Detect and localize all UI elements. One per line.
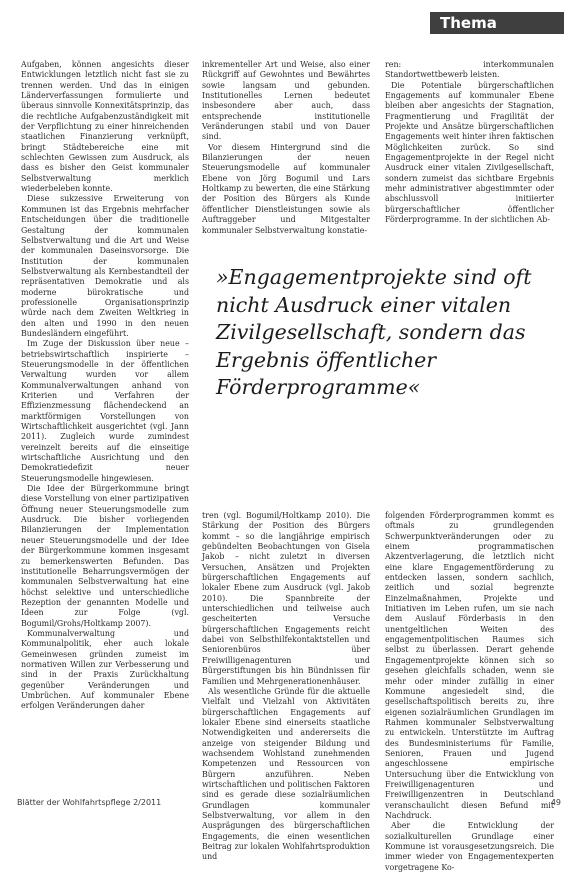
- paragraph: Als wesentliche Gründe für die aktuelle Vielfalt und Vielzahl von Aktivitäten bürgerschaftlichen Engagements auf lokaler Ebene sind einerseits staatliche Notwendigkeiten und andererseits die anzeige von steigender Bildung und wachsendem Wohlstand zunehmenden Kompetenzen und Ressourcen von Bürgern anzuführen. Neben wirtschaftlichen und politischen Faktoren sind es gerade diese sozialräumlichen Grundlagen kommunaler Selbstverwaltung, vor allem in den Ausprägungen des bürgerschaftlichen Engagements, die einen wesentlichen Beitrag zur lokalen Wohlfahrtsproduktion und: [202, 686, 370, 862]
- text-column-2-top: [202, 60, 370, 250]
- paragraph: Im Zuge der Diskussion über neue – betriebswirtschaftlich inspirierte – Steuerungsmodelle in der öffentlichen Verwaltung wurden vor allem Kommunalverwaltungen anhand von Kriterien und Verfahren der Effizienzmessung flächendeckend an marktförmigen Vorstellungen von Wirtschaftlichkeit ausgerichtet (vgl. Jann 2011). Zugleich wurde zumindest vereinzelt bereits auf die einseitige wirtschaftliche Ausrichtung und den Demokratiedefizit neuer Steuerungsmodelle hingewiesen.: [21, 339, 189, 483]
- journal-citation: Blätter der Wohlfahrtspflege 2/2011: [17, 798, 162, 807]
- paragraph: tren (vgl. Bogumil/Holtkamp 2010). Die Stärkung der Position des Bürgers kommt – so die langjährige empirisch gebündelten Beobachtungen von Gisela Jakob – nicht zuletzt in diversen Versuchen, Ansätzen und Projekten bürgerschaftlichen Engagements auf lokaler Ebene zum Ausdruck (vgl. Jakob 2010). Die Spannbreite der unterschiedlichen und teilweise auch gescheiterten Versuche bürgerschaftlichen Engagements reicht dabei von Selbsthilfekontaktstellen und Seniorenbüros über Freiwilligenagenturen und Bürgerstiftungen bis hin Bündnissen für Familien und Mehrgenerationenhäuser.: [202, 511, 370, 686]
- paragraph: Aber die Entwicklung der sozialkulturellen Grundlage einer Kommune ist vorausgesetzungsreich. Die immer wieder von Engagementexperten vorgetragene Ko-: [385, 821, 554, 872]
- paragraph: Diese sukzessive Erweiterung von Kommunen ist das Ergebnis mehrfacher Entscheidungen über die traditionelle Gestaltung der kommunalen Selbstverwaltung und die Art und Weise der kommunalen Daseinsvorsorge. Die Institution der kommunalen Selbstverwaltung als Kernbestandteil der repräsentativen Demokratie und als moderne bürokratische und professionelle Organisationsprinzip würde nach dem Zweiten Weltkrieg in den alten und 1990 in den neuen Bundesländern eingeführt.: [21, 194, 189, 338]
- text-column-3-bottom: [385, 511, 554, 872]
- paragraph: ren: interkommunalen Standortwettbewerb leisten.: [385, 60, 554, 80]
- paragraph: Kommunalverwaltung und Kommunalpolitik, eher auch lokale Gemeinwesen gründen zumeist im normativen Willen zur Verbesserung und sind in der Praxis Zurückhaltung gegenüber Veränderungen und Umbrüchen. Auf kommunaler Ebene erfolgen Veränderungen daher: [21, 628, 189, 711]
- paragraph: folgenden Förderprogrammen kommt es oftmals zu grundlegenden Schwerpunktveränderungen oder zu einem programmatischen Akzentverlagerung, die letztlich nicht eine klare Engagementförderung zu entdecken lassen, sondern sachlich, zeitlich und sozial begrenzte Einzelmaßnahmen, Projekte und Initiativen im Leben rufen, um sie nach dem Auslauf Förderbasis in den unentgeltlichen Weiten des engagementpolitischen Raumes sich selbst zu überlassen. Derart gehende Engagementprojekte können sich so gesehen gleichfalls schaden, wenn sie mehr oder minder zufällig in einer Kommune angesiedelt sind, die gesellschaftspolitisch bereits zu, ihre eigenen sozialräumlichen Grundlagen im Rahmen kommunaler Selbstverwaltung zu entwickeln. Unterstützte im Auftrag des Bundesministeriums für Familie, Senioren, Frauen und Jugend angeschlossene empirische Untersuchung über die Entwicklung von Freiwilligenagenturen und Freiwilligenzentren in Deutschland veranschaulicht diesen Befund mit Nachdruck.: [385, 511, 554, 820]
- text-column-3-top: [385, 60, 554, 250]
- section-tab: Thema: [430, 12, 564, 34]
- text-column-2-bottom: [202, 511, 370, 862]
- paragraph: Vor diesem Hintergrund sind die Bilanzierungen der neuen Steuerungsmodelle auf kommunaler Ebene von Jörg Bogumil und Lars Holtkamp zu bewerten, die eine Stärkung der Position des Bürgers als Kunde öffentlicher Dienstleistungen sowie als Auftraggeber und Mitgestalter kommunaler Selbstverwaltung konstatie-: [202, 142, 370, 235]
- paragraph: inkrementeller Art und Weise, also einer Rückgriff auf Gewohntes und Bewährtes sowie langsam und gebunden. Institutionelles Lernen bedeutet insbesondere aber auch, dass entsprechende institutionelle Veränderungen stabil und von Dauer sind.: [202, 60, 370, 142]
- paragraph: Aufgaben, können angesichts dieser Entwicklungen letztlich nicht fast sie zu trennen werden. Und das in einigen Länderverfassungen formulierte und überaus sinnvolle Konnexitätsprinzip, das die rechtliche Aufgabenzuständigkeit mit der Verpflichtung zu einer hinreichenden staatlichen Finanzierung verknüpft, bringt Städtebereiche eine mit schlechten Gewissen zum Ausdruck, als dass es bisher den Geist kommunaler Selbstverwaltung merklich wiederbeleben konnte.: [21, 60, 189, 194]
- page-footer: [14, 796, 567, 810]
- paragraph: Die Potentiale bürgerschaftlichen Engagements auf kommunaler Ebene bleiben aber angesichts der Stagnation, Fragmentierung und Fragilität der Projekte und Ansätze bürgerschaftlichen Engagements weit hinter ihren faktischen Möglichkeiten zurück. So sind Engagementprojekte in der Regel nicht Ausdruck einer vitalen Zivilgesellschaft, sondern zumeist das sichtbare Ergebnis mehr administrativer abgestimmter oder abschlussvoll initiierter bürgerschaftlicher öffentlicher Förderprogramme. In der sichtlichen Ab-: [385, 80, 554, 225]
- paragraph: Die Idee der Bürgerkommune bringt diese Vorstellung von einer partizipativen Öffnung neuer Steuerungsmodelle zum Ausdruck. Die bisher vorliegenden Bilanzierungen der Implementation neuer Steuerungsmodelle und der Idee der Bürgerkommune kommen insgesamt zu bemerkenswerten Befunden. Das institutionelle Beharrungsvermögen der kommunalen Selbstverwaltung hat eine höchst selektive und unterschiedliche Rezeption der genannten Modelle und Ideen zur Folge (vgl. Bogumil/Grohs/Holtkamp 2007).: [21, 484, 189, 628]
- text-column-1: [21, 60, 189, 795]
- page-number: 49: [550, 798, 561, 807]
- pull-quote: »Engagementprojekte sind oft nicht Ausdruck einer vitalen Zivilgesellschaft, sondern das Ergebnis öffentlicher Förderprogramme«: [216, 265, 532, 399]
